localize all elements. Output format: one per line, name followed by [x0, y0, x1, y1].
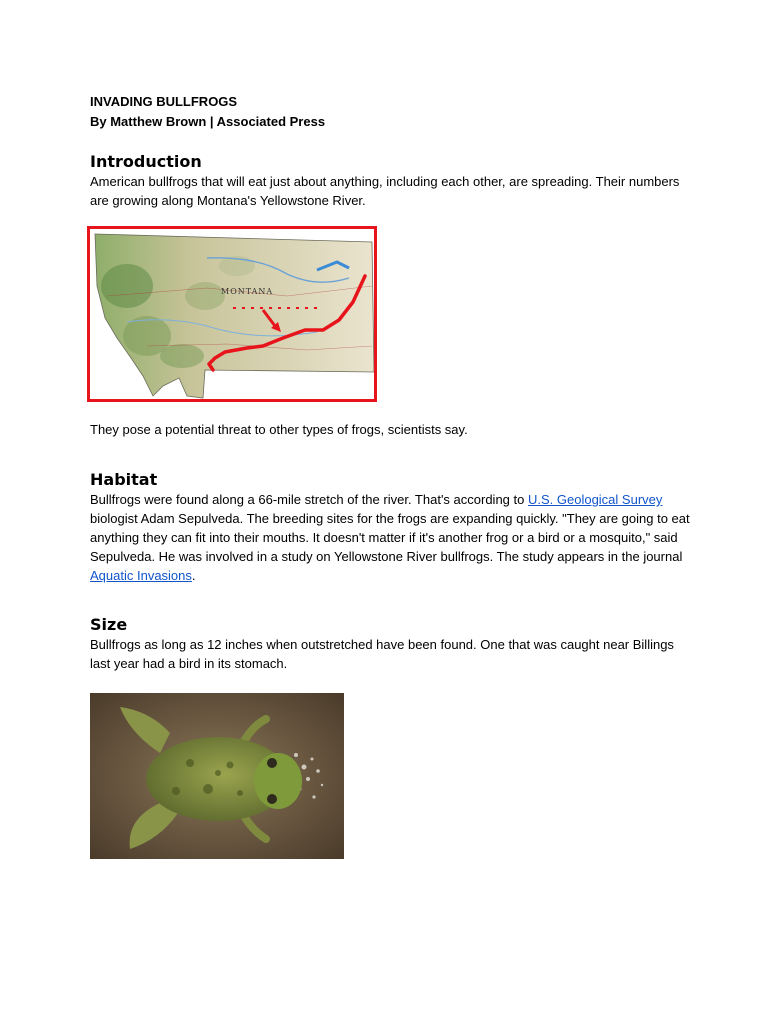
- frog-eye: [267, 758, 277, 768]
- montana-map-svg: [87, 226, 377, 402]
- habitat-heading: Habitat: [90, 470, 158, 489]
- habitat-text-3: .: [191, 568, 196, 583]
- aquatic-invasions-link[interactable]: Aquatic Invasions: [90, 568, 192, 583]
- bullfrog-photo: [90, 693, 344, 859]
- threat-paragraph: They pose a potential threat to other types of frogs, scientists say.: [90, 422, 468, 437]
- frog-eye: [267, 794, 277, 804]
- size-paragraph: Bullfrogs as long as 12 inches when outstretched have been found. One that was caught near Billings last year had a bird in its stomach.: [90, 637, 674, 671]
- intro-paragraph: American bullfrogs that will eat just about anything, including each other, are spreading. Their numbers are growing along Montana's Yellowstone River.: [90, 174, 680, 208]
- intro-heading: Introduction: [90, 152, 202, 171]
- document-page: [90, 92, 690, 859]
- montana-map-image: [87, 226, 377, 402]
- article-title: INVADING BULLFROGS: [90, 94, 238, 109]
- habitat-paragraph: [90, 490, 690, 585]
- habitat-text-2: biologist Adam Sepulveda. The breeding sites for the frogs are expanding quickly. "They are going to eat anything they can fit into their mouths. It doesn't matter if it's another frog or a bird or a mosquito," said Sepulveda. He was involved in a study on Yellowstone River bullfrogs. The study appears in the journal: [90, 511, 690, 564]
- habitat-text-1: Bullfrogs were found along a 66-mile stretch of the river. That's according to: [90, 492, 528, 507]
- map-state-label: MONTANA: [221, 287, 274, 296]
- usgs-link[interactable]: U.S. Geological Survey: [527, 492, 663, 507]
- size-heading: Size: [90, 615, 128, 634]
- frog-head: [254, 753, 302, 809]
- bullfrog-photo-svg: [90, 693, 344, 859]
- article-byline: By Matthew Brown | Associated Press: [90, 114, 326, 129]
